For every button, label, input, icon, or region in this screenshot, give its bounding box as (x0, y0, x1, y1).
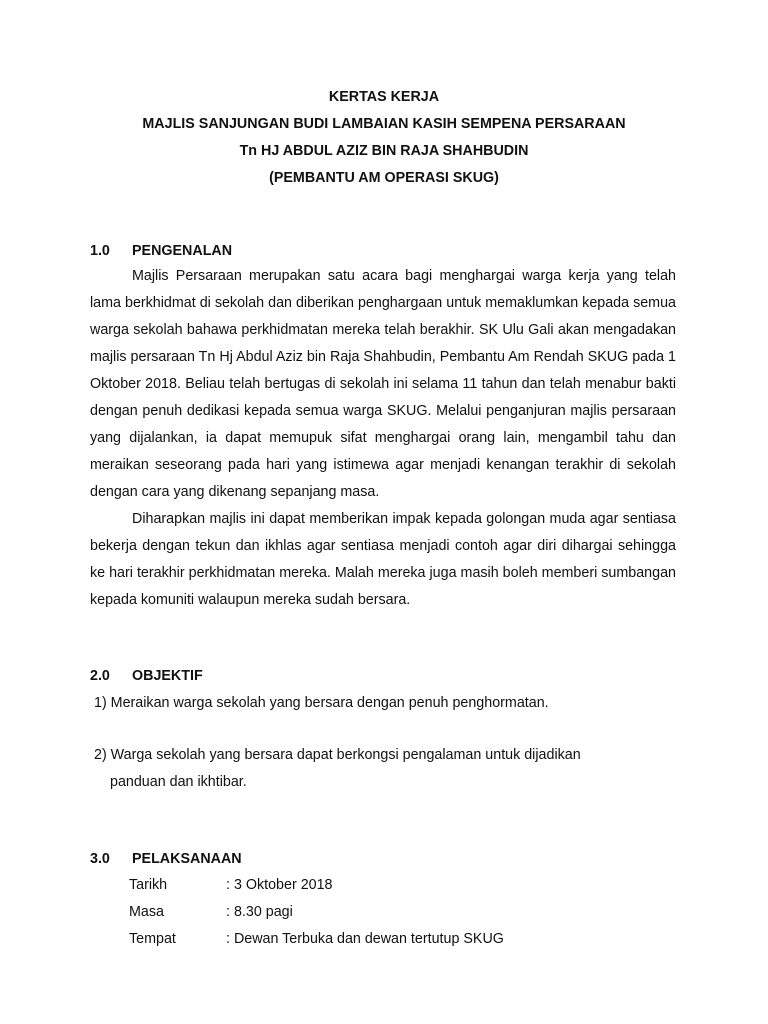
intro-paragraph-2: Diharapkan majlis ini dapat memberikan impak kepada golongan muda agar sentiasa bekerja dengan tekun dan ikhlas agar sentiasa menjadi contoh agar diri dihargai sehingga ke hari terakhir perkhidmatan mereka. Malah mereka juga masih boleh memberi sumbangan kepada komuniti walaupun mereka sudah bersara. (90, 511, 676, 608)
row-value: : Dewan Terbuka dan dewan tertutup SKUG (226, 931, 504, 947)
implementation-row-venue (129, 926, 504, 953)
row-label: Tempat (129, 931, 176, 947)
section-heading-implementation (90, 848, 242, 870)
objective-item-1: 1) Meraikan warga sekolah yang bersara dengan penuh penghormatan. (94, 695, 549, 711)
section-title: PELAKSANAAN (132, 851, 242, 867)
implementation-row-date (129, 872, 333, 899)
row-label: Masa (129, 904, 164, 920)
section-number: 1.0 (90, 243, 110, 259)
section-number: 3.0 (90, 851, 110, 867)
title-line-3: Tn HJ ABDUL AZIZ BIN RAJA SHAHBUDIN (239, 143, 529, 159)
section-heading-objective (90, 665, 203, 687)
section-title: OBJEKTIF (132, 668, 203, 684)
implementation-row-time (129, 899, 293, 926)
title-line-1: KERTAS KERJA (328, 89, 440, 105)
row-value: : 3 Oktober 2018 (226, 877, 333, 893)
row-value: : 8.30 pagi (226, 904, 293, 920)
title-line-4: (PEMBANTU AM OPERASI SKUG) (269, 170, 499, 186)
section-title: PENGENALAN (132, 243, 233, 259)
document-title (0, 84, 768, 192)
intro-body (90, 263, 676, 614)
objective-item-2-line-2: panduan dan ikhtibar. (110, 774, 247, 790)
section-heading-intro (90, 240, 232, 262)
objective-item-2-line-1: 2) Warga sekolah yang bersara dapat berkongsi pengalaman untuk dijadikan (94, 747, 581, 763)
section-number: 2.0 (90, 668, 110, 684)
intro-paragraph-1: Majlis Persaraan merupakan satu acara bagi menghargai warga kerja yang telah lama berkhidmat di sekolah dan diberikan penghargaan untuk memaklumkan kepada semua warga sekolah bahawa perkhidmatan mereka telah berakhir. SK Ulu Gali akan mengadakan majlis persaraan Tn Hj Abdul Aziz bin Raja Shahbudin, Pembantu Am Rendah SKUG pada 1 Oktober 2018. Beliau telah bertugas di sekolah ini selama 11 tahun dan telah menabur bakti dengan penuh dedikasi kepada semua warga SKUG. Melalui penganjuran majlis persaraan yang dijalankan, ia dapat memupuk sifat menghargai orang lain, mengambil tahu dan meraikan seseorang pada hari yang istimewa agar menjadi kenangan terakhir di sekolah dengan cara yang dikenang sepanjang masa. (90, 268, 676, 500)
objective-item-2 (94, 742, 694, 796)
title-line-2: MAJLIS SANJUNGAN BUDI LAMBAIAN KASIH SEMPENA PERSARAAN (142, 116, 626, 132)
row-label: Tarikh (129, 877, 168, 893)
